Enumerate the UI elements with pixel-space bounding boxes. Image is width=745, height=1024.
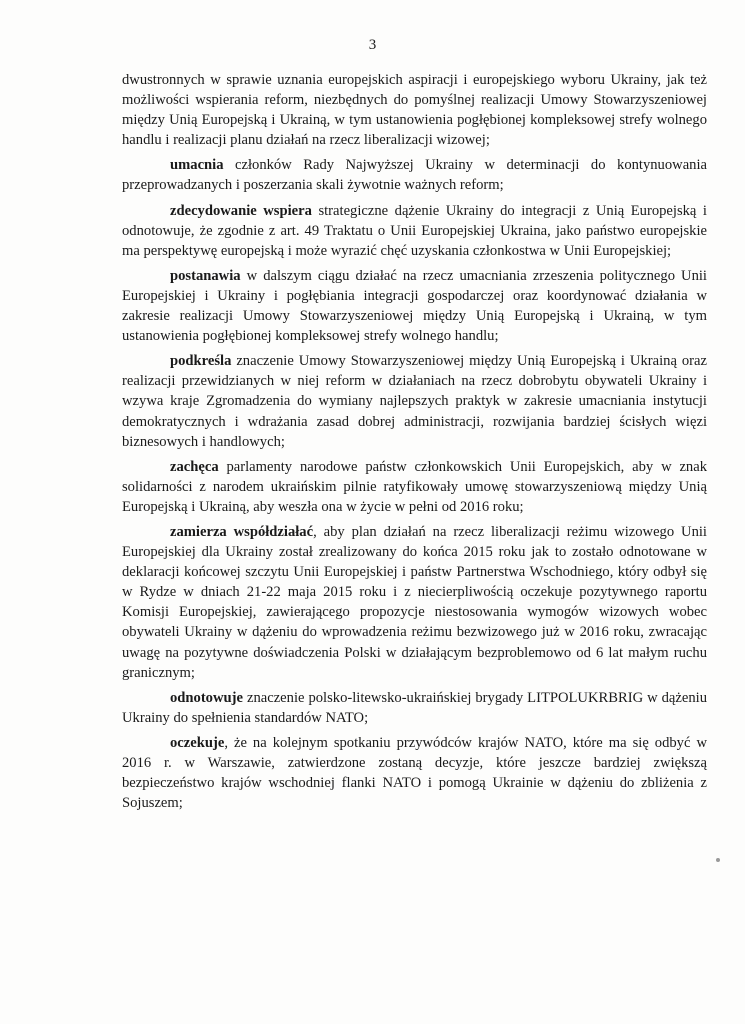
document-body — [122, 70, 707, 818]
paragraph-keyword: zamierza współdziałać — [170, 523, 314, 540]
paragraph-keyword: umacnia — [170, 157, 224, 174]
paragraph-zdecydowanie-wspiera — [122, 201, 707, 261]
paragraph-text: , że na kolejnym spotkaniu przywódców krajów NATO, które ma się odbyć w 2016 r. w Warszawie, zatwierdzone zostaną decyzje, które jeszcze bardziej zwiększą bezpieczeństwo krajów wschodniej flanki NATO i pomogą Ukrainie w dążeniu do zbliżenia z Sojuszem; — [122, 734, 707, 812]
paragraph-text: strategiczne dążenie Ukrainy do integracji z Unią Europejską i odnotowuje, że zgodnie z art. 49 Traktatu o Unii Europejskiej Ukraina, jako państwo europejskie ma perspektywę europejską i może wyrazić chęć uzyskania członkostwa w Unii Europejskiej; — [122, 202, 707, 259]
paragraph-text: parlamenty narodowe państw członkowskich Unii Europejskich, aby w znak solidarności z narodem ukraińskim pilnie ratyfikowały umowę stowarzyszeniową między Unią Europejską i Ukrainą, aby weszła ona w życie w pełni od 2016 roku; — [122, 458, 707, 515]
paragraph-oczekuje — [122, 733, 707, 813]
paragraph-keyword: podkreśla — [170, 353, 232, 370]
paragraph-text: znaczenie Umowy Stowarzyszeniowej między Unią Europejską i Ukrainą oraz realizacji przewidzianych w niej reform w działaniach na rzecz dobrobytu obywateli Ukrainy i wzywa kraje Zgromadzenia do wymiany najlepszych praktyk w zakresie umacniania instytucji demokratycznych i wdrażania zasad dobrej administracji, rozwijania bardziej ścisłych więzi biznesowych i handlowych; — [122, 353, 707, 450]
paragraph-zacheca — [122, 457, 707, 517]
paragraph-text: znaczenie polsko-litewsko-ukraińskiej brygady LITPOLUKRBRIG w dążeniu Ukrainy do spełnienia standardów NATO; — [122, 689, 707, 726]
paragraph-text: , aby plan działań na rzecz liberalizacji reżimu wizowego Unii Europejskiej dla Ukrainy został zrealizowany do końca 2015 roku jak to zostało odnotowane w deklaracji końcowej szczytu Unii Europejskiej i państw Partnerstwa Wschodniego, który odbył się w Rydze w dniach 21-22 maja 2015 roku i z niecierpliwością oczekuje pozytywnego raportu Komisji Europejskiej, zawierającego propozycje niestosowania wymogów wizowych wobec obywateli Ukrainy w dążeniu do wprowadzenia reżimu bezwizowego już w 2016 roku, zwracając uwagę na pozytywne doświadczenia Polski w działającym bezproblemowo od 6 lat małym ruchu granicznym; — [122, 523, 707, 681]
paragraph-keyword: zachęca — [170, 458, 219, 475]
paragraph-text: w dalszym ciągu działać na rzecz umacniania zrzeszenia politycznego Unii Europejskiej i Ukrainy i pogłębiania integracji gospodarczej oraz koordynować działania w zakresie realizacji Umowy Stowarzyszeniowej między Unią Europejską i Ukrainą, w tym ustanowienia pogłębionej kompleksowej strefy wolnego handlu; — [122, 267, 707, 345]
paragraph-zamierza-wspoldzialac — [122, 522, 707, 683]
page-number: 3 — [368, 37, 377, 53]
paragraph-podkresla — [122, 351, 707, 451]
paragraph-odnotowuje — [122, 688, 707, 728]
paragraph-postanawia — [122, 266, 707, 346]
paragraph-keyword: postanawia — [170, 267, 241, 284]
intro-paragraph: dwustronnych w sprawie uznania europejskich aspiracji i europejskiego wyboru Ukrainy, jak też możliwości wspierania reform, niezbędnych do pomyślnej realizacji Umowy Stowarzyszeniowej między Unią Europejską i Ukrainą, w tym ustanowienia pogłębionej kompleksowej strefy wolnego handlu i realizacji planu działań na rzecz liberalizacji wizowej; — [122, 72, 707, 149]
paragraph-keyword: zdecydowanie wspiera — [170, 202, 312, 219]
paragraph-keyword: oczekuje — [170, 734, 225, 751]
margin-dot — [716, 858, 720, 862]
paragraph-text: członków Rady Najwyższej Ukrainy w determinacji do kontynuowania przeprowadzanych i poszerzania skali żywotnie ważnych reform; — [122, 157, 707, 194]
paragraph-umacnia — [122, 155, 707, 195]
paragraph-keyword: odnotowuje — [170, 689, 243, 706]
